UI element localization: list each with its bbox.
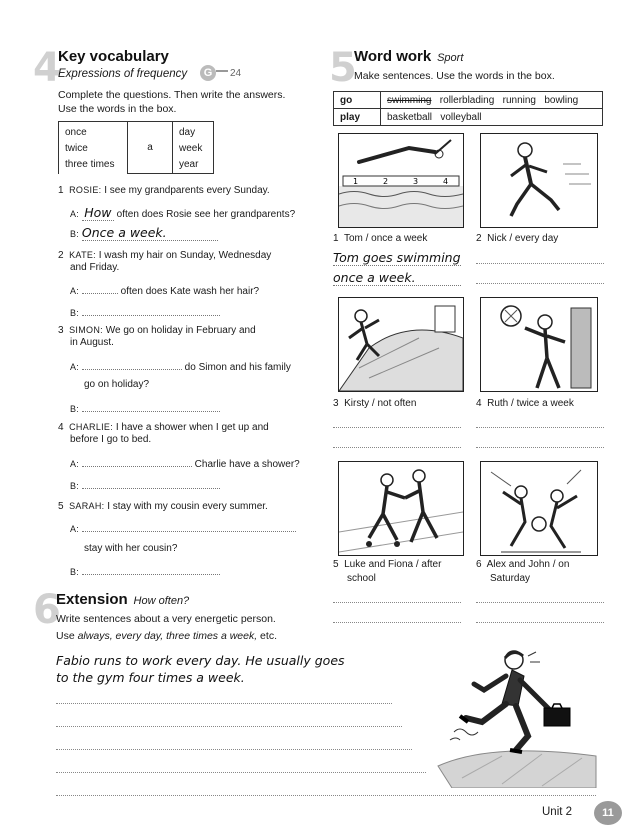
section-6-heading bbox=[56, 591, 189, 608]
answer-line bbox=[70, 226, 218, 242]
a-label: A: bbox=[70, 524, 80, 534]
answer-line bbox=[70, 305, 220, 321]
question-line bbox=[70, 283, 259, 299]
item-statement-cont: before I go to bed. bbox=[70, 434, 152, 445]
item-statement: I wash my hair on Sunday, Wednesday bbox=[98, 250, 272, 261]
section-5-heading bbox=[354, 48, 463, 65]
a-label: A: bbox=[70, 286, 80, 296]
picture-rollerblading bbox=[338, 297, 464, 392]
picture-caption-1 bbox=[333, 232, 427, 246]
answer-blank[interactable] bbox=[82, 305, 220, 316]
answer-line[interactable] bbox=[476, 447, 604, 448]
picture-caption-2 bbox=[476, 232, 558, 246]
example-answer-line-2: to the gym four times a week. bbox=[56, 670, 245, 685]
answer-filled-line-2[interactable]: once a week. bbox=[333, 270, 461, 286]
a-label: A: bbox=[70, 209, 80, 219]
lane-number: 3 bbox=[413, 177, 419, 186]
item-statement: We go on holiday in February and bbox=[105, 325, 256, 336]
section-6-subtitle: How often? bbox=[133, 595, 190, 607]
section-5-title: Word work bbox=[354, 48, 432, 65]
question-text: Charlie have a shower? bbox=[194, 459, 300, 470]
item-number: 4 bbox=[58, 422, 64, 433]
unit-label: Unit 2 bbox=[542, 806, 573, 818]
item-statement: I have a shower when I get up and bbox=[115, 422, 269, 433]
picture-running bbox=[480, 133, 598, 228]
picture-number: 2 bbox=[476, 233, 482, 244]
picture-caption-6 bbox=[476, 558, 569, 572]
speaker-name: KATE: bbox=[69, 250, 96, 260]
instruction-text: etc. bbox=[257, 630, 277, 642]
table-word: rollerblading bbox=[439, 94, 495, 106]
picture-swimming bbox=[338, 133, 464, 228]
b-label: B: bbox=[70, 404, 80, 414]
writing-line[interactable] bbox=[56, 703, 392, 704]
table-word: volleyball bbox=[440, 111, 482, 123]
picture-number: 1 bbox=[333, 233, 339, 244]
verb-cell: play bbox=[334, 109, 381, 126]
box-word: a bbox=[128, 122, 173, 174]
answer-blank[interactable] bbox=[82, 478, 220, 489]
b-label: B: bbox=[70, 308, 80, 318]
rollerblader-illustration bbox=[339, 298, 463, 391]
basketball-players-illustration bbox=[481, 462, 597, 555]
writing-line[interactable] bbox=[56, 726, 402, 727]
question-line bbox=[70, 456, 300, 472]
table-word-crossed: swimming bbox=[387, 94, 432, 106]
lane-number: 4 bbox=[443, 177, 449, 186]
answer-blank[interactable] bbox=[82, 521, 296, 532]
picture-caption: Alex and John / on bbox=[486, 559, 570, 570]
section-4-instruction-2: Use the words in the box. bbox=[58, 103, 177, 115]
answer-line[interactable] bbox=[333, 427, 461, 428]
question-text: often does Rosie see her grandparents? bbox=[116, 209, 296, 220]
speaker-name: ROSIE: bbox=[69, 185, 102, 195]
item-number: 1 bbox=[58, 185, 64, 196]
b-label: B: bbox=[70, 481, 80, 491]
grammar-reference-page: 24 bbox=[230, 68, 242, 79]
item-statement-cont: in August. bbox=[70, 337, 114, 348]
table-row bbox=[334, 92, 603, 109]
item-statement: I see my grandparents every Sunday. bbox=[104, 185, 270, 196]
question-text-cont: go on holiday? bbox=[84, 379, 150, 390]
item-statement: I stay with my cousin every summer. bbox=[107, 501, 268, 512]
a-label: A: bbox=[70, 459, 80, 469]
running-businessman-illustration bbox=[432, 646, 600, 788]
answer-line[interactable] bbox=[333, 447, 461, 448]
question-line bbox=[70, 521, 296, 537]
section-number-4: 4 bbox=[33, 45, 61, 91]
instruction-text: Use bbox=[56, 630, 78, 642]
section-4-instruction-1: Complete the questions. Then write the answers. bbox=[58, 89, 286, 101]
answer-line[interactable] bbox=[333, 622, 461, 623]
answer-line bbox=[70, 478, 220, 494]
b-label: B: bbox=[70, 229, 80, 239]
section-5-subtitle: Sport bbox=[437, 52, 464, 64]
answer-line bbox=[70, 564, 220, 580]
a-label: A: bbox=[70, 362, 80, 372]
question-text-cont: stay with her cousin? bbox=[84, 543, 178, 554]
speaker-name: SARAH: bbox=[69, 501, 105, 511]
section-4-subtitle: Expressions of frequency bbox=[58, 68, 188, 80]
grammar-reference-badge[interactable]: G bbox=[200, 65, 216, 81]
question-line bbox=[70, 359, 291, 375]
sport-word-table bbox=[333, 91, 603, 126]
section-6-title: Extension bbox=[56, 591, 128, 608]
answer-line bbox=[70, 401, 220, 417]
section-number-5: 5 bbox=[329, 45, 357, 91]
picture-caption: Nick / every day bbox=[487, 233, 559, 244]
picture-caption: Ruth / twice a week bbox=[487, 398, 574, 409]
answer-blank[interactable] bbox=[82, 564, 220, 575]
answer-line[interactable] bbox=[476, 263, 604, 264]
words-cell bbox=[381, 92, 603, 109]
lane-number: 1 bbox=[353, 177, 359, 186]
question-line bbox=[70, 206, 295, 222]
picture-caption: Luke and Fiona / after bbox=[344, 559, 442, 570]
item-number: 5 bbox=[58, 501, 64, 512]
swimmer-diving-illustration bbox=[339, 134, 463, 227]
answer-blank[interactable] bbox=[82, 283, 118, 294]
lane-number: 2 bbox=[383, 177, 389, 186]
answer-line[interactable] bbox=[476, 622, 604, 623]
picture-caption-3 bbox=[333, 397, 416, 411]
picture-number: 4 bbox=[476, 398, 482, 409]
answer-blank-filled[interactable]: How bbox=[82, 206, 114, 221]
picture-caption-4 bbox=[476, 397, 574, 411]
writing-line[interactable] bbox=[56, 772, 426, 773]
picture-number: 6 bbox=[476, 559, 482, 570]
picture-couple-skating bbox=[338, 461, 464, 556]
answer-blank-filled[interactable]: Once a week. bbox=[82, 226, 218, 241]
frequency-word-box bbox=[58, 121, 214, 174]
box-word: day bbox=[179, 127, 196, 138]
arrow-icon bbox=[216, 70, 228, 72]
example-answer-line-1: Fabio runs to work every day. He usually goes bbox=[56, 653, 345, 668]
volleyball-player-illustration bbox=[481, 298, 597, 391]
section-number-6: 6 bbox=[33, 587, 61, 633]
picture-caption: Kirsty / not often bbox=[344, 398, 417, 409]
speaker-name: SIMON: bbox=[69, 325, 103, 335]
picture-number: 5 bbox=[333, 559, 339, 570]
verb-cell: go bbox=[334, 92, 381, 109]
box-word: twice bbox=[65, 143, 88, 155]
exercise-item bbox=[58, 499, 268, 514]
picture-caption: Tom / once a week bbox=[343, 233, 428, 244]
words-cell bbox=[381, 109, 603, 126]
box-word: three times bbox=[65, 159, 115, 171]
answer-line[interactable] bbox=[476, 283, 604, 284]
exercise-item bbox=[58, 183, 270, 198]
writing-line[interactable] bbox=[56, 749, 412, 750]
question-text: often does Kate wash her hair? bbox=[120, 286, 260, 297]
box-word: once bbox=[65, 127, 87, 139]
table-word: running bbox=[502, 94, 536, 106]
picture-caption-cont: Saturday bbox=[490, 573, 531, 584]
answer-blank[interactable] bbox=[82, 401, 220, 412]
speaker-name: CHARLIE: bbox=[69, 422, 114, 432]
picture-number: 3 bbox=[333, 398, 339, 409]
picture-basketball bbox=[480, 461, 598, 556]
page-number-badge: 11 bbox=[594, 801, 622, 825]
answer-filled-line-1[interactable]: Tom goes swimming bbox=[333, 250, 461, 265]
section-5-instruction: Make sentences. Use the words in the box. bbox=[354, 70, 555, 82]
item-number: 3 bbox=[58, 325, 64, 336]
answer-line[interactable] bbox=[476, 602, 604, 603]
section-6-instruction-2 bbox=[56, 629, 277, 643]
item-number: 2 bbox=[58, 250, 64, 261]
couple-illustration bbox=[339, 462, 463, 555]
table-word: bowling bbox=[544, 94, 579, 106]
table-word: basketball bbox=[387, 111, 433, 123]
answer-line[interactable] bbox=[476, 427, 604, 428]
box-word: week bbox=[179, 143, 203, 154]
item-statement-cont: and Friday. bbox=[70, 262, 120, 273]
instruction-examples: always, every day, three times a week, bbox=[77, 630, 258, 642]
runner-illustration bbox=[481, 134, 597, 227]
writing-line[interactable] bbox=[56, 795, 596, 796]
picture-caption-cont: school bbox=[347, 573, 376, 584]
section-4-title: Key vocabulary bbox=[58, 48, 169, 65]
question-text: do Simon and his family bbox=[184, 362, 291, 373]
picture-caption-5 bbox=[333, 558, 441, 572]
answer-blank[interactable] bbox=[82, 359, 182, 370]
box-word: year bbox=[179, 159, 199, 170]
table-row bbox=[334, 109, 603, 126]
answer-line[interactable] bbox=[333, 602, 461, 603]
answer-blank[interactable] bbox=[82, 456, 192, 467]
section-6-instruction-1: Write sentences about a very energetic person. bbox=[56, 613, 276, 625]
picture-volleyball bbox=[480, 297, 598, 392]
b-label: B: bbox=[70, 567, 80, 577]
